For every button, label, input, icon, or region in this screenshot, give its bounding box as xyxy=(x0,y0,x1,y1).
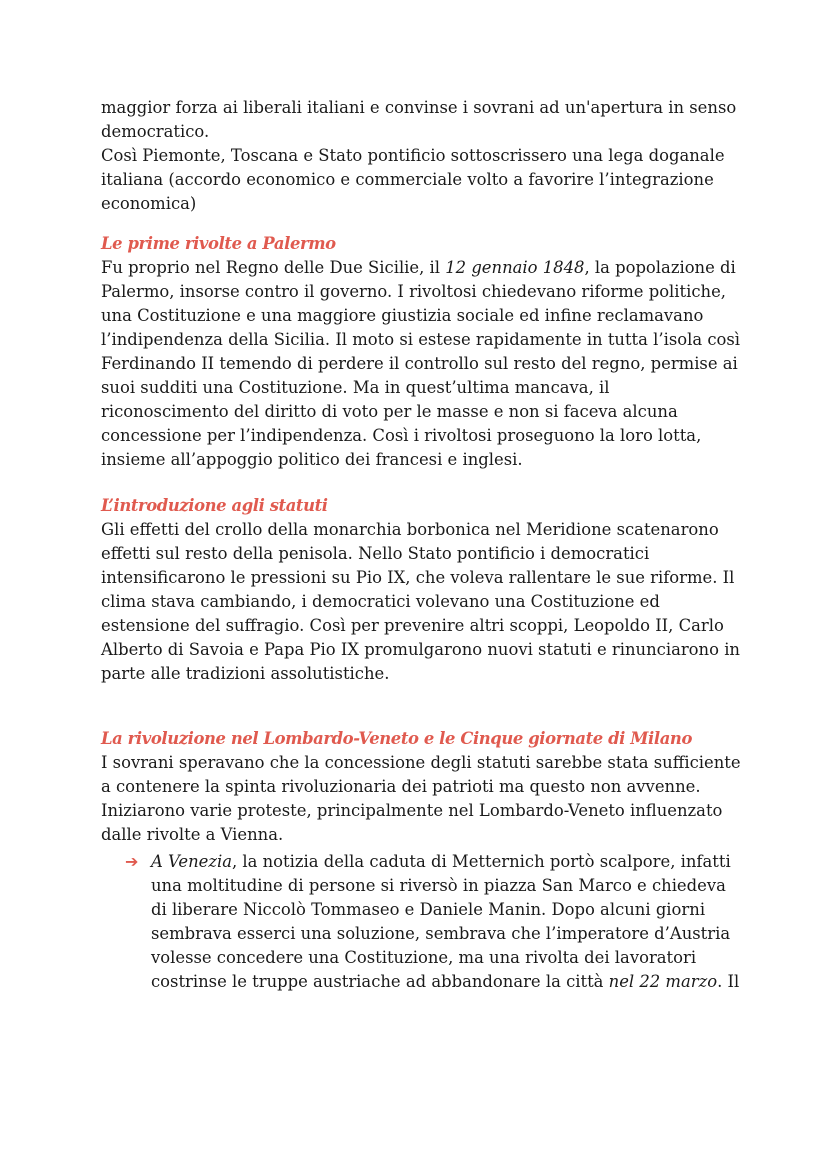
text-segment: . Il xyxy=(717,972,740,991)
text-segment: , la popolazione di Palermo, insorse contro il governo. I rivoltosi chiedevano riforme politiche, una Costituzione e una maggiore giustizia sociale ed infine reclamavano l’indipendenza della Sicilia. Il moto si estese rapidamente in tutta l’isola così Ferdinando II temendo di perdere il controllo sul resto del regno, permise ai suoi sudditi una Costituzione. Ma in quest’ultima mancava, il riconoscimento del diritto di voto per le masse e non si faceva alcuna concessione per l’indipendenza. Così i rivoltosi proseguono la loro lotta, insieme all’appoggio politico dei francesi e inglesi. xyxy=(101,258,741,469)
section-palermo xyxy=(101,232,741,472)
date-emphasis: nel 22 marzo xyxy=(608,972,718,991)
arrow-right-icon: ➔ xyxy=(125,852,139,871)
section-heading-lombardo-veneto: La rivoluzione nel Lombardo-Veneto e le Cinque giornate di Milano xyxy=(101,729,692,748)
intro-paragraph-1: maggior forza ai liberali italiani e convinse i sovrani ad un'apertura in senso democratico. xyxy=(101,98,737,141)
intro-paragraph-2: Così Piemonte, Toscana e Stato pontificio sottoscrissero una lega doganale italiana (accordo economico e commerciale volto a favorire l’integrazione economica) xyxy=(101,146,725,213)
section-palermo-paragraph xyxy=(101,256,741,472)
text-segment: , la notizia della caduta di Metternich portò scalpore, infatti una moltitudine di persone si riversò in piazza San Marco e chiedeva di liberare Niccolò Tommaseo e Daniele Manin. Dopo alcuni giorni sembrava esserci una soluzione, sembrava che l’imperatore d’Austria volesse concedere una Costituzione, ma una rivolta dei lavoratori costrinse le truppe austriache ad abbandonare la città xyxy=(151,852,731,991)
text-segment: Fu proprio nel Regno delle Due Sicilie, il xyxy=(101,258,446,277)
place-emphasis: A Venezia xyxy=(151,852,232,871)
section-heading-palermo: Le prime rivolte a Palermo xyxy=(101,234,336,253)
section-statuti xyxy=(101,494,741,686)
document-page xyxy=(101,96,741,994)
bullet-venezia xyxy=(101,850,741,994)
section-lombardo-veneto-paragraph: I sovrani speravano che la concessione degli statuti sarebbe stata sufficiente a contenere la spinta rivoluzionaria dei patrioti ma questo non avvenne. Iniziarono varie proteste, principalmente nel Lombardo-Veneto influenzato dalle rivolte a Vienna. xyxy=(101,753,741,844)
section-statuti-paragraph: Gli effetti del crollo della monarchia borbonica nel Meridione scatenarono effetti sul resto della penisola. Nello Stato pontificio i democratici intensificarono le pressioni su Pio IX, che voleva rallentare le sue riforme. Il clima stava cambiando, i democratici volevano una Costituzione ed estensione del suffragio. Così per prevenire altri scoppi, Leopoldo II, Carlo Alberto di Savoia e Papa Pio IX promulgarono nuovi statuti e rinunciarono in parte alle tradizioni assolutistiche. xyxy=(101,520,740,683)
date-emphasis: 12 gennaio 1848 xyxy=(445,258,585,277)
section-heading-statuti: L’introduzione agli statuti xyxy=(101,496,328,515)
section-lombardo-veneto xyxy=(101,727,741,994)
